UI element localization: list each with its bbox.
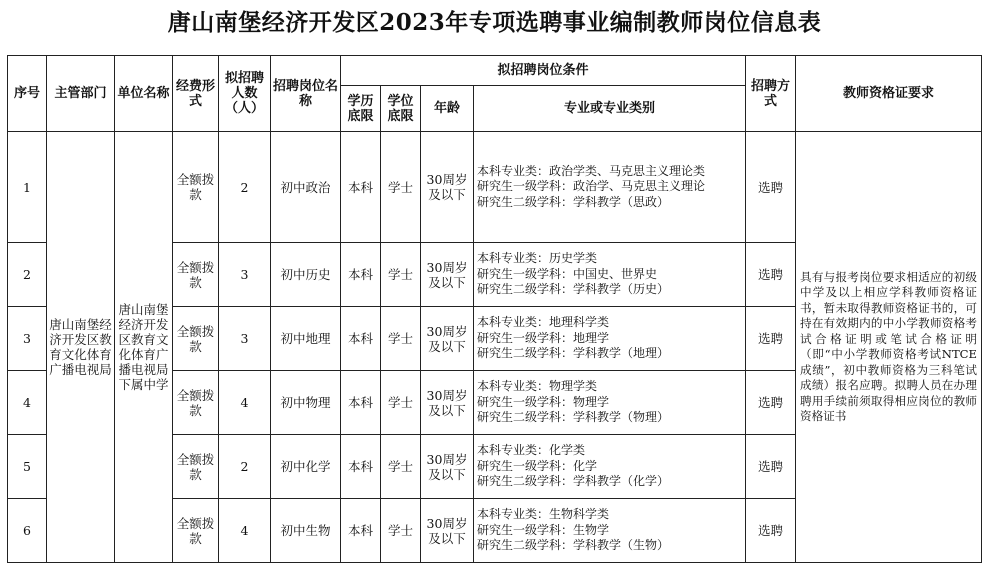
age-cell: 30周岁及以下 — [421, 435, 474, 499]
major-line: 研究生二级学科：学科教学（化学） — [477, 474, 670, 489]
major-line: 研究生二级学科：学科教学（物理） — [477, 410, 670, 425]
major-line: 研究生二级学科：学科教学（历史） — [477, 282, 670, 297]
count-cell: 3 — [219, 307, 271, 371]
seq-cell: 4 — [8, 371, 47, 435]
count-cell: 2 — [219, 132, 271, 243]
header-unit: 单位名称 — [115, 56, 173, 132]
major-line: 研究生一级学科：地理学 — [477, 330, 610, 345]
major-line: 本科专业类：地理科学类 — [477, 315, 610, 330]
header-count: 拟招聘人数（人） — [219, 56, 271, 132]
major-cell — [474, 499, 746, 563]
position-cell: 初中化学 — [271, 435, 341, 499]
degree-cell: 学士 — [381, 435, 421, 499]
degree-cell: 学士 — [381, 243, 421, 307]
position-cell: 初中生物 — [271, 499, 341, 563]
funding-cell: 全额拨款 — [173, 371, 219, 435]
funding-cell: 全额拨款 — [173, 499, 219, 563]
funding-cell: 全额拨款 — [173, 307, 219, 371]
position-table — [7, 55, 982, 563]
education-cell: 本科 — [341, 499, 381, 563]
header-degree: 学位底限 — [381, 86, 421, 132]
header-seq: 序号 — [8, 56, 47, 132]
age-cell: 30周岁及以下 — [421, 132, 474, 243]
major-line: 本科专业类：物理学类 — [477, 379, 598, 394]
unit-cell: 唐山南堡经济开发区教育文化体育广播电视局下属中学 — [115, 132, 173, 563]
major-cell — [474, 307, 746, 371]
degree-cell: 学士 — [381, 499, 421, 563]
header-cert: 教师资格证要求 — [796, 56, 982, 132]
header-major: 专业或专业类别 — [474, 86, 746, 132]
seq-cell: 5 — [8, 435, 47, 499]
method-cell: 选聘 — [746, 243, 796, 307]
header-age: 年龄 — [421, 86, 474, 132]
major-line: 研究生二级学科：学科教学（思政） — [477, 194, 670, 209]
degree-cell: 学士 — [381, 132, 421, 243]
major-cell — [474, 243, 746, 307]
education-cell: 本科 — [341, 243, 381, 307]
header-conditions: 拟招聘岗位条件 — [341, 56, 746, 86]
seq-cell: 1 — [8, 132, 47, 243]
position-cell: 初中物理 — [271, 371, 341, 435]
header-funding: 经费形式 — [173, 56, 219, 132]
major-cell — [474, 435, 746, 499]
major-line: 研究生二级学科：学科教学（生物） — [477, 538, 670, 553]
funding-cell: 全额拨款 — [173, 243, 219, 307]
position-cell: 初中地理 — [271, 307, 341, 371]
funding-cell: 全额拨款 — [173, 435, 219, 499]
degree-cell: 学士 — [381, 307, 421, 371]
age-cell: 30周岁及以下 — [421, 371, 474, 435]
major-line: 研究生一级学科：物理学 — [477, 394, 610, 409]
major-line: 研究生一级学科：生物学 — [477, 522, 610, 537]
cert-requirement-cell: 具有与报考岗位要求相适应的初级中学及以上相应学科教师资格证书，暂未取得教师资格证书的，可持在有效期内的中小学教师资格考试合格证明或笔试合格证明（即“中小学教师资格考试NTCE成绩”，初中教师资格为三科笔试成绩）报名应聘。拟聘人员在办理聘用手续前须取得相应岗位的教师资格证书 — [796, 132, 982, 563]
major-line: 本科专业类：历史学类 — [477, 251, 598, 266]
table-row — [8, 132, 982, 243]
method-cell: 选聘 — [746, 307, 796, 371]
count-cell: 4 — [219, 499, 271, 563]
education-cell: 本科 — [341, 371, 381, 435]
major-line: 研究生一级学科：化学 — [477, 458, 598, 473]
major-line: 本科专业类：政治学类、马克思主义理论类 — [477, 163, 706, 178]
seq-cell: 3 — [8, 307, 47, 371]
age-cell: 30周岁及以下 — [421, 499, 474, 563]
header-position: 招聘岗位名称 — [271, 56, 341, 132]
position-cell: 初中历史 — [271, 243, 341, 307]
page-title: 唐山南堡经济开发区2023年专项选聘事业编制教师岗位信息表 — [167, 9, 822, 36]
method-cell: 选聘 — [746, 132, 796, 243]
major-cell — [474, 132, 746, 243]
supervisor-cell: 唐山南堡经济开发区教育文化体育广播电视局 — [47, 132, 115, 563]
position-cell: 初中政治 — [271, 132, 341, 243]
major-line: 本科专业类：化学类 — [477, 443, 586, 458]
method-cell: 选聘 — [746, 371, 796, 435]
method-cell: 选聘 — [746, 499, 796, 563]
header-supervisor: 主管部门 — [47, 56, 115, 132]
header-education: 学历底限 — [341, 86, 381, 132]
education-cell: 本科 — [341, 435, 381, 499]
seq-cell: 2 — [8, 243, 47, 307]
count-cell: 3 — [219, 243, 271, 307]
major-line: 本科专业类：生物科学类 — [477, 507, 610, 522]
method-cell: 选聘 — [746, 435, 796, 499]
count-cell: 4 — [219, 371, 271, 435]
header-method: 招聘方式 — [746, 56, 796, 132]
major-line: 研究生一级学科：中国史、世界史 — [477, 266, 658, 281]
education-cell: 本科 — [341, 307, 381, 371]
degree-cell: 学士 — [381, 371, 421, 435]
major-line: 研究生二级学科：学科教学（地理） — [477, 346, 670, 361]
major-line: 研究生一级学科：政治学、马克思主义理论 — [477, 179, 706, 194]
age-cell: 30周岁及以下 — [421, 307, 474, 371]
age-cell: 30周岁及以下 — [421, 243, 474, 307]
count-cell: 2 — [219, 435, 271, 499]
education-cell: 本科 — [341, 132, 381, 243]
major-cell — [474, 371, 746, 435]
funding-cell: 全额拨款 — [173, 132, 219, 243]
seq-cell: 6 — [8, 499, 47, 563]
